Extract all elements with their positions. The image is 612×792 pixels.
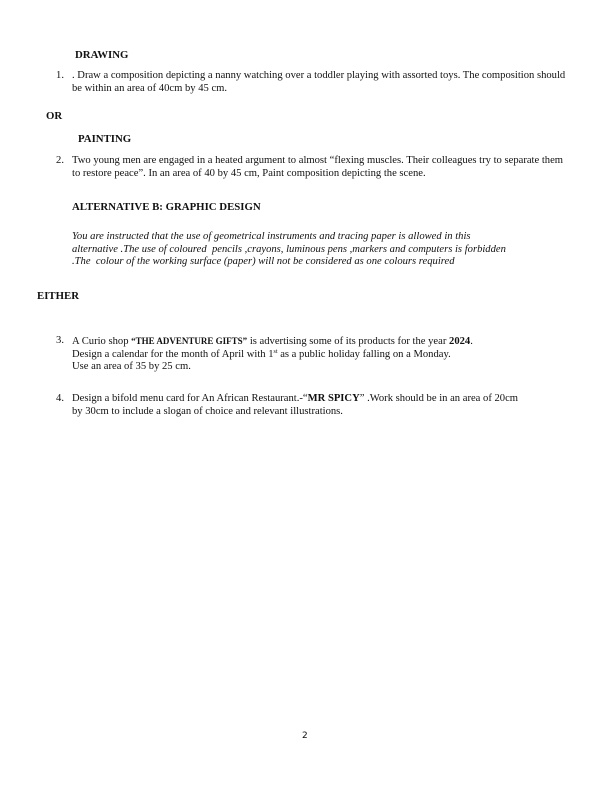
q3-text-b: is advertising some of its products for the year [247, 336, 450, 347]
question-2-text: Two young men are engaged in a heated argument to almost “flexing muscles. Their colleagues try to separate them to restore peace”. In an area of 40 by 45 cm, Paint composition depicting the scene. [72, 155, 564, 179]
item-number-4: 4. [56, 393, 64, 404]
question-3-text [72, 335, 582, 374]
year: 2024 [449, 336, 471, 347]
q3-text-c: . [470, 336, 473, 347]
question-4-text [72, 393, 592, 418]
q3-text-a: A Curio shop [72, 336, 132, 347]
item-number-3: 3. [56, 335, 64, 346]
question-3-line-2 [72, 349, 582, 362]
question-1-text: . Draw a composition depicting a nanny watching over a toddler playing with assorted toys. The composition should be within an area of 40cm by 45 cm. [72, 70, 566, 94]
question-3-line-1 [72, 335, 582, 349]
graphic-design-instructions [72, 231, 582, 269]
graphic-design-heading: ALTERNATIVE B: GRAPHIC DESIGN [72, 201, 261, 213]
question-4-line-2: by 30cm to include a slogan of choice and relevant illustrations. [72, 405, 343, 417]
instructions-line-3: .The colour of the working surface (paper) will not be considered as one colours required [72, 256, 455, 268]
item-number-2: 2. [56, 155, 64, 166]
either-label: EITHER [37, 290, 80, 302]
instructions-line-2: alternative .The use of coloured pencils ,crayons, luminous pens ,markers and computers is forbidden [72, 243, 506, 255]
q4-text-a: Design a bifold menu card for An African Restaurant.-“ [72, 393, 308, 404]
q4-text-b: ” .Work should be in an area of 20cm [359, 393, 519, 404]
shop-name: “THE ADVENTURE GIFTS” [131, 336, 248, 346]
painting-heading: PAINTING [78, 133, 132, 145]
question-3-line-3: Use an area of 35 by 25 cm. [72, 361, 191, 373]
drawing-heading: DRAWING [75, 49, 129, 61]
page-number: 2 [302, 731, 308, 741]
instructions-line-1: You are instructed that the use of geometrical instruments and tracing paper is allowed in this [72, 231, 471, 242]
item-number-1: 1. [56, 70, 64, 81]
question-4-line-1 [72, 393, 592, 406]
q3-line2-b: as a public holiday falling on a Monday. [277, 348, 451, 360]
restaurant-name: MR SPICY [307, 393, 360, 404]
q3-superscript: st [273, 348, 278, 355]
q3-line2-a: Design a calendar for the month of April with 1 [72, 348, 274, 360]
or-label: OR [46, 110, 63, 122]
